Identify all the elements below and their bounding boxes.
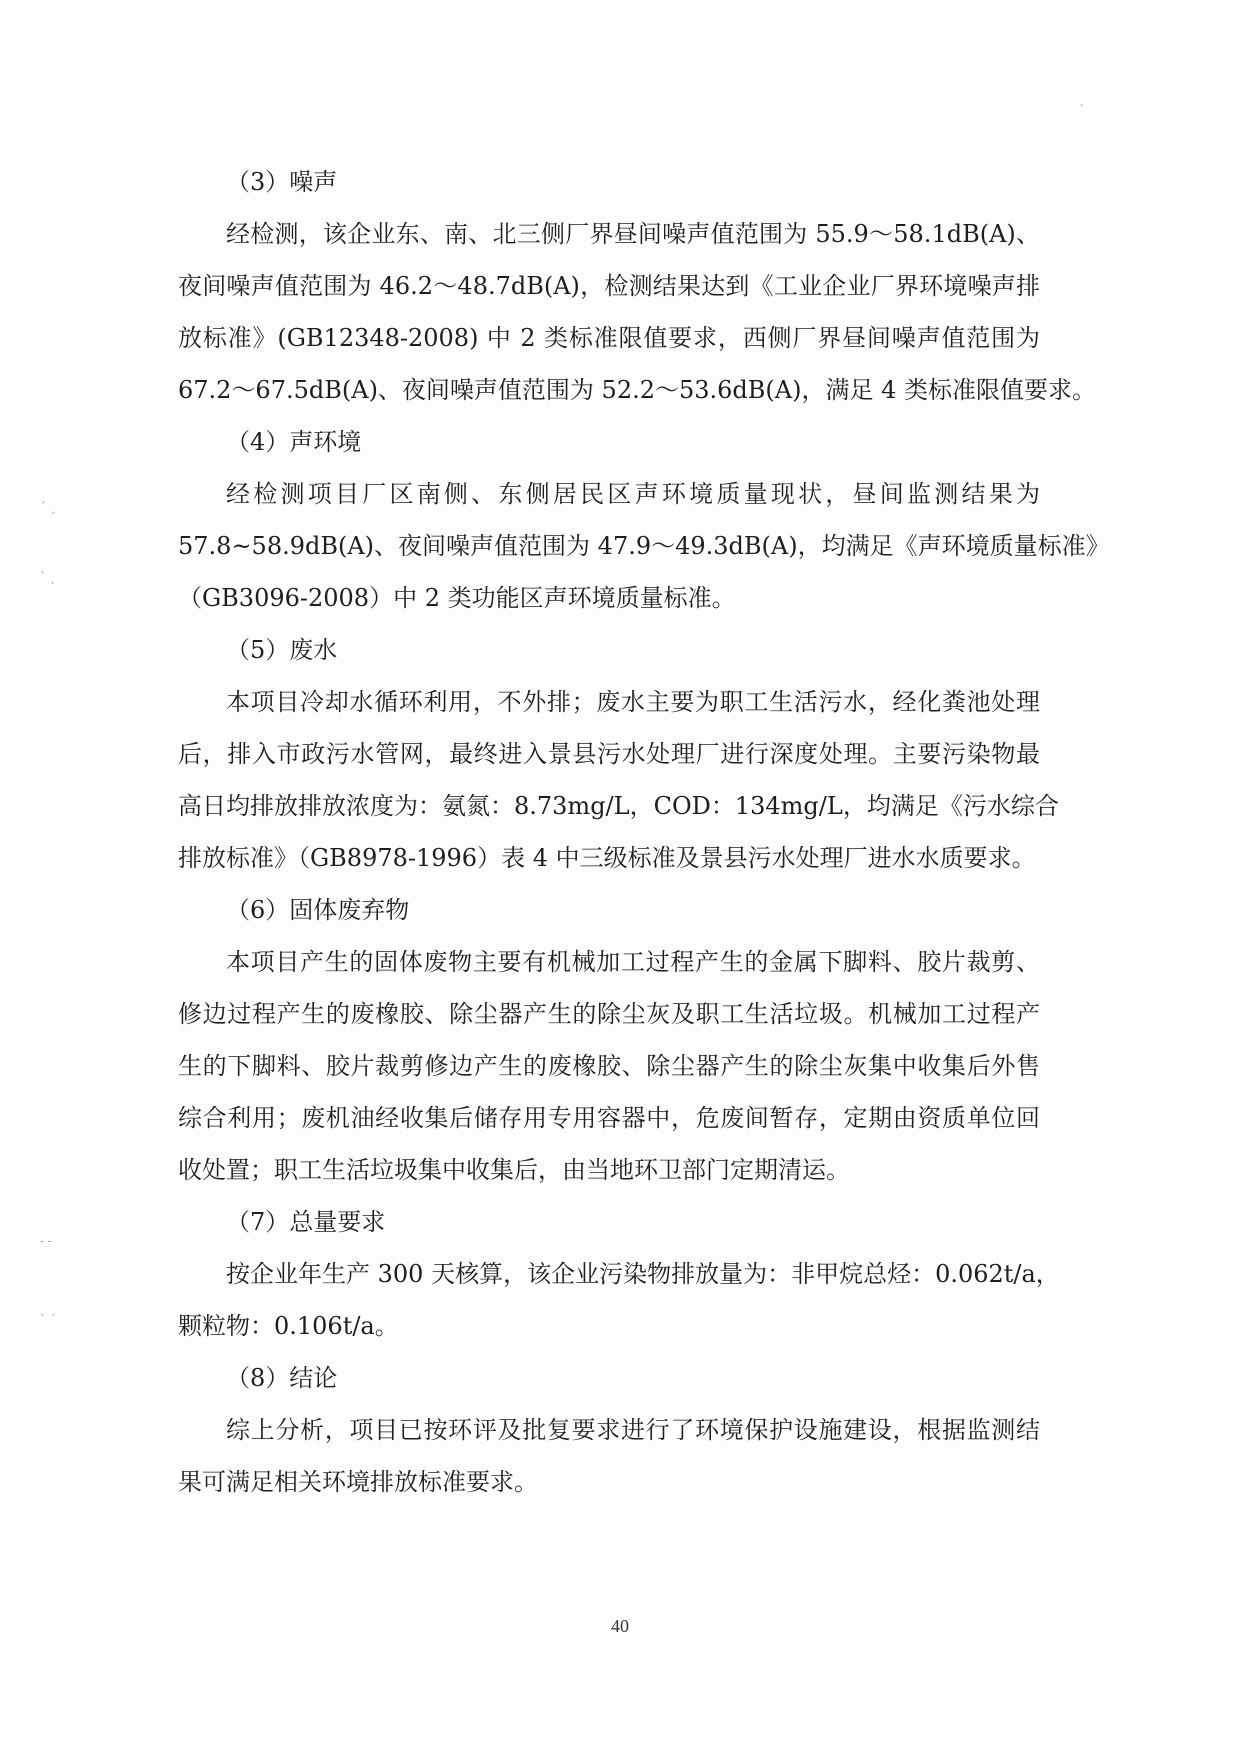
paragraph-line: 综上分析，项目已按环评及批复要求进行了环境保护设施建设，根据监测结: [226, 1416, 1040, 1444]
paragraph-line: 夜间噪声值范围为 46.2～48.7dB(A)，检测结果达到《工业企业厂界环境噪声排: [178, 272, 1040, 300]
paragraph-line: 经检测项目厂区南侧、东侧居民区声环境质量现状，昼间监测结果为: [226, 480, 1040, 508]
section-conclusion: [178, 1352, 1040, 1508]
paragraph-line: 修边过程产生的废橡胶、除尘器产生的除尘灰及职工生活垃圾。机械加工过程产: [178, 1000, 1040, 1028]
paragraph-line: 本项目产生的固体废物主要有机械加工过程产生的金属下脚料、胶片裁剪、: [226, 948, 1040, 976]
page-number: 40: [611, 1616, 629, 1636]
section-heading: （6）固体废弃物: [226, 896, 410, 924]
section-paragraph: [178, 1404, 1040, 1508]
scan-speck-mark: ˋ ˎ: [40, 570, 56, 584]
section-heading: （4）声环境: [226, 428, 362, 456]
section-heading: （3）噪声: [226, 168, 338, 196]
section-acoustic-environment: [178, 416, 1110, 624]
section-paragraph: [178, 208, 1097, 416]
section-wastewater: [178, 624, 1059, 884]
scan-speck-mark: ˊ ˏ: [40, 500, 56, 514]
section-heading: （5）废水: [226, 636, 338, 664]
section-heading: （8）结论: [226, 1364, 338, 1392]
paragraph-line: 高日均排放排放浓度为：氨氮：8.73mg/L，COD：134mg/L，均满足《污水综合: [178, 792, 1059, 820]
paragraph-line: 排放标准》（GB8978-1996）表 4 中三级标准及景县污水处理厂进水水质要求。: [178, 844, 1036, 872]
section-heading: （7）总量要求: [226, 1208, 386, 1236]
section-paragraph: [178, 676, 1059, 884]
paragraph-line: 经检测，该企业东、南、北三侧厂界昼间噪声值范围为 55.9～58.1dB(A)、: [226, 220, 1040, 248]
paragraph-line: 收处置；职工生活垃圾集中收集后，由当地环卫部门定期清运。: [178, 1156, 850, 1184]
section-paragraph: [178, 936, 1040, 1196]
paragraph-line: 放标准》(GB12348-2008) 中 2 类标准限值要求，西侧厂界昼间噪声值范围为: [178, 324, 1040, 352]
scan-speck-mark: ˎ ˏ: [40, 1302, 56, 1316]
document-body: [178, 156, 1110, 1508]
section-noise: [178, 156, 1097, 416]
paragraph-line: （GB3096-2008）中 2 类功能区声环境质量标准。: [178, 584, 736, 612]
scan-speck-mark: ˗ ˗: [40, 1234, 52, 1248]
section-solid-waste: [178, 884, 1040, 1196]
paragraph-line: 颗粒物：0.106t/a。: [178, 1312, 399, 1340]
paragraph-line: 57.8~58.9dB(A)、夜间噪声值范围为 47.9～49.3dB(A)，均满足《声环境质量标准》: [178, 532, 1110, 560]
paragraph-line: 综合利用；废机油经收集后储存用专用容器中，危废间暂存，定期由资质单位回: [178, 1104, 1040, 1132]
paragraph-line: 果可满足相关环境排放标准要求。: [178, 1468, 538, 1496]
paragraph-line: 本项目冷却水循环利用，不外排；废水主要为职工生活污水，经化粪池处理: [226, 688, 1040, 716]
paragraph-line: 按企业年生产 300 天核算，该企业污染物排放量为：非甲烷总烃：0.062t/a，: [226, 1260, 1060, 1288]
section-paragraph: [178, 468, 1110, 624]
scan-speck-mark: ˑ: [1080, 100, 1085, 114]
paragraph-line: 生的下脚料、胶片裁剪修边产生的废橡胶、除尘器产生的除尘灰集中收集后外售: [178, 1052, 1040, 1080]
section-total-quantity: [178, 1196, 1060, 1352]
paragraph-line: 后，排入市政污水管网，最终进入景县污水处理厂进行深度处理。主要污染物最: [178, 740, 1040, 768]
section-paragraph: [178, 1248, 1060, 1352]
paragraph-line: 67.2～67.5dB(A)、夜间噪声值范围为 52.2～53.6dB(A)，满足 4 类标准限值要求。: [178, 376, 1097, 404]
